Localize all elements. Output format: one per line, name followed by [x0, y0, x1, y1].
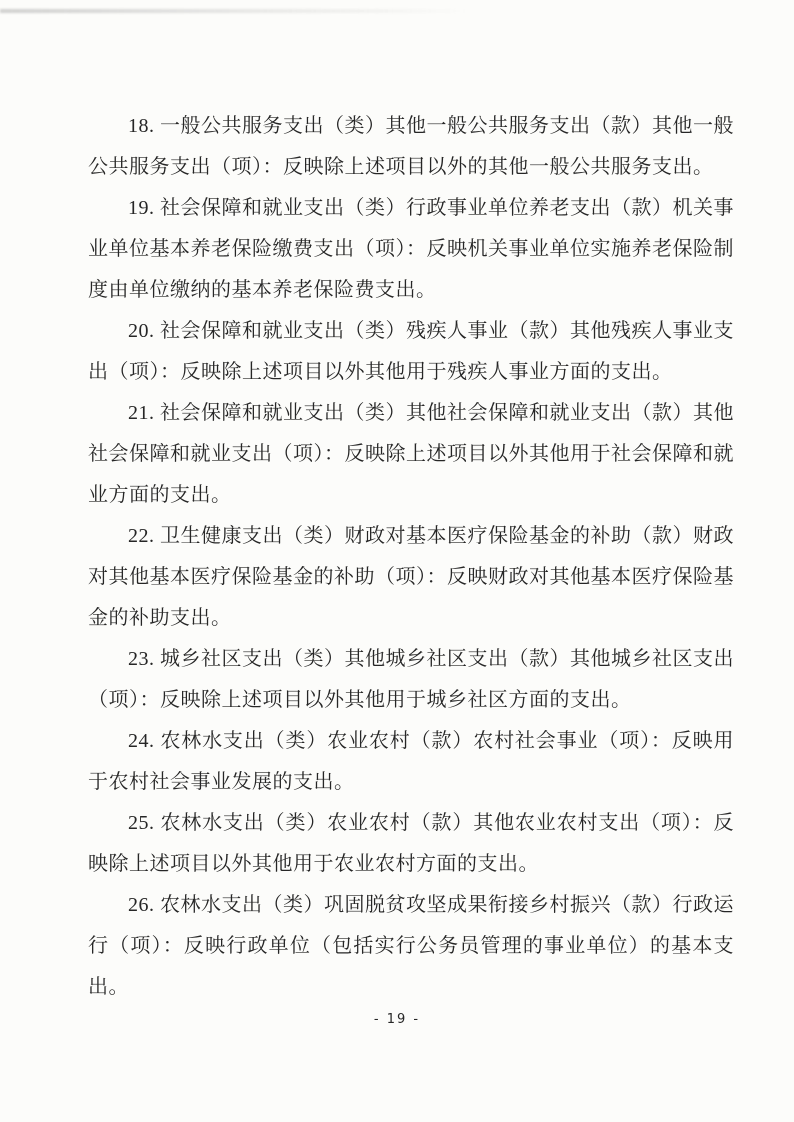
paragraph-item-22: 22. 卫生健康支出（类）财政对基本医疗保险基金的补助（款）财政对其他基本医疗保险基金的补助（项）：反映财政对其他基本医疗保险基金的补助支出。 — [88, 525, 734, 629]
paragraph-item-24: 24. 农林水支出（类）农业农村（款）农村社会事业（项）：反映用于农村社会事业发展的支出。 — [88, 730, 734, 793]
paragraph-item-21: 21. 社会保障和就业支出（类）其他社会保障和就业支出（款）其他社会保障和就业支出（项）：反映除上述项目以外其他用于社会保障和就业方面的支出。 — [88, 402, 734, 506]
scan-artifact-top — [0, 9, 492, 13]
page-number: - 19 - — [373, 1012, 421, 1027]
document-body — [88, 106, 734, 1008]
paragraph-item-23: 23. 城乡社区支出（类）其他城乡社区支出（款）其他城乡社区支出（项）：反映除上述项目以外其他用于城乡社区方面的支出。 — [88, 648, 734, 711]
paragraph-item-25: 25. 农林水支出（类）农业农村（款）其他农业农村支出（项）：反映除上述项目以外其他用于农业农村方面的支出。 — [88, 812, 734, 875]
paragraph-item-19: 19. 社会保障和就业支出（类）行政事业单位养老支出（款）机关事业单位基本养老保险缴费支出（项）：反映机关事业单位实施养老保险制度由单位缴纳的基本养老保险费支出。 — [88, 197, 734, 301]
page-footer — [0, 1010, 794, 1028]
paragraph-item-26: 26. 农林水支出（类）巩固脱贫攻坚成果衔接乡村振兴（款）行政运行（项）：反映行政单位（包括实行公务员管理的事业单位）的基本支出。 — [88, 894, 734, 998]
paragraph-item-20: 20. 社会保障和就业支出（类）残疾人事业（款）其他残疾人事业支出（项）：反映除上述项目以外其他用于残疾人事业方面的支出。 — [88, 320, 734, 383]
paragraph-item-18: 18. 一般公共服务支出（类）其他一般公共服务支出（款）其他一般公共服务支出（项）：反映除上述项目以外的其他一般公共服务支出。 — [88, 115, 734, 178]
